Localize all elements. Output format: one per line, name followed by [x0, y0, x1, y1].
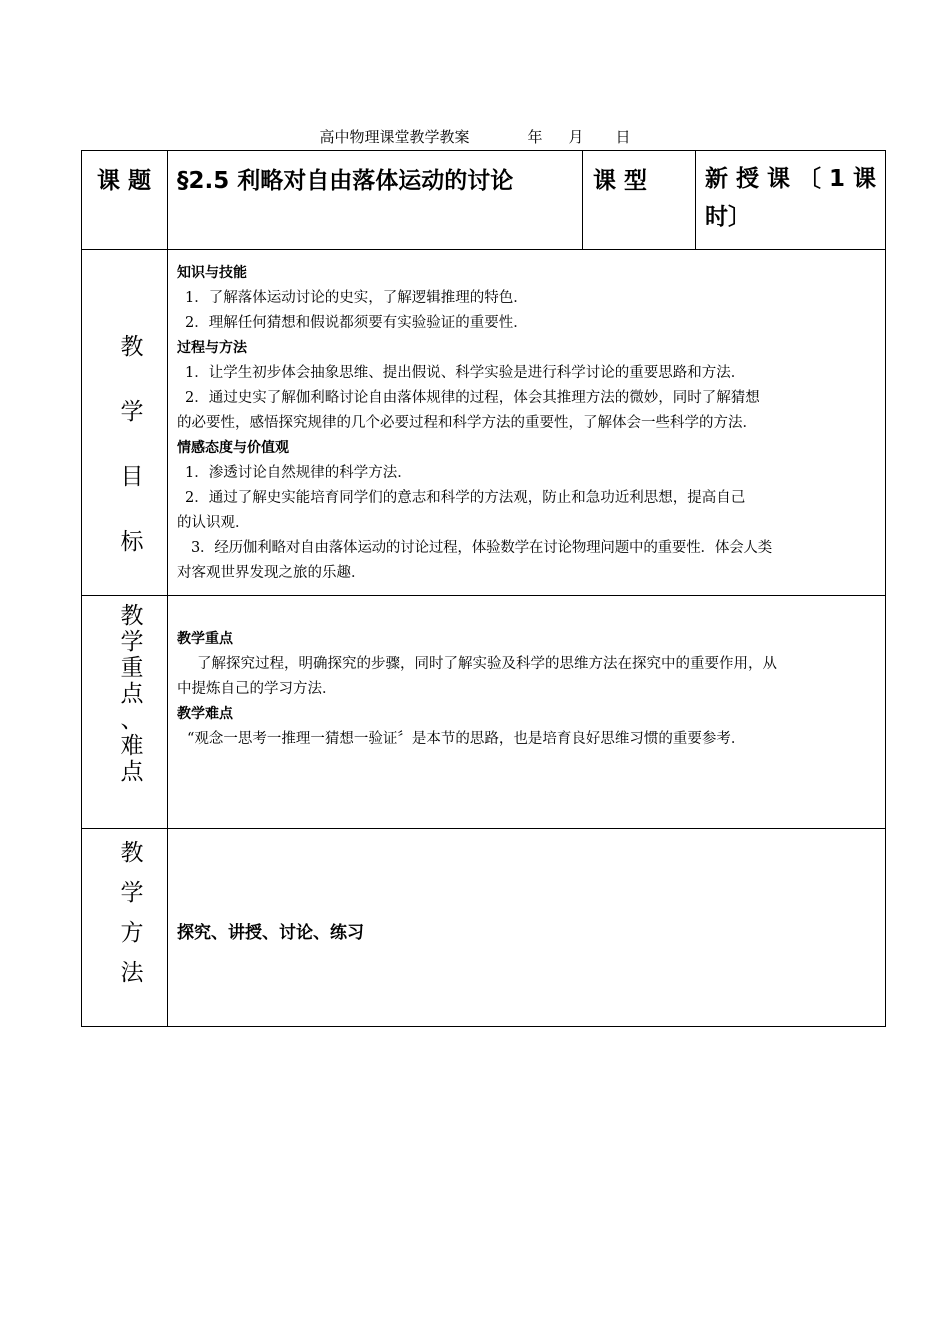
keypoints-label	[81, 603, 183, 785]
keypoints-label-char: 点	[120, 759, 144, 785]
keypoints-label-char: 重	[120, 655, 144, 681]
row-divider	[81, 595, 886, 596]
difficulty-heading: 教学难点	[177, 706, 233, 722]
keypoints-label-char: 学	[120, 629, 144, 655]
row-divider	[81, 828, 886, 829]
column-divider	[582, 150, 583, 249]
methods-label	[81, 833, 183, 993]
emotion-item: 3．经历伽利略对自由落体运动的讨论过程，体验数学在讨论物理问题中的重要性．体会人类	[191, 540, 773, 556]
header-day: 日	[615, 128, 631, 146]
keypoints-label-char: 难	[120, 733, 144, 759]
process-heading: 过程与方法	[177, 340, 247, 356]
key-text: 了解探究过程，明确探究的步骤，同时了解实验及科学的思维方法在探究中的重要作用，从	[197, 656, 777, 672]
emotion-item: 1．渗透讨论自然规律的科学方法．	[185, 465, 412, 481]
objectives-label	[81, 315, 183, 575]
methods-label-char: 教	[120, 840, 144, 866]
methods-label-char: 方	[120, 920, 144, 946]
key-text-cont: 中提炼自己的学习方法．	[177, 681, 337, 697]
emotion-item-cont: 对客观世界发现之旅的乐趣．	[177, 565, 366, 581]
process-item-cont: 的必要性，感悟探究规律的几个必要过程和科学方法的重要性，了解体会一些科学的方法．	[177, 415, 757, 431]
emotion-heading: 情感态度与价值观	[177, 440, 289, 456]
emotion-item: 2．通过了解史实能培育同学们的意志和科学的方法观，防止和急功近利思想，提高自己	[185, 490, 746, 506]
process-item: 2．通过史实了解伽利略讨论自由落体规律的过程，体会其推理方法的微妙，同时了解猜想	[185, 390, 760, 406]
methods-label-char: 学	[120, 880, 144, 906]
methods-text: 探究、讲授、讨论、练习	[177, 923, 364, 943]
type-value-line2: 时〕	[705, 204, 751, 230]
header-month: 月	[568, 128, 584, 146]
header-title: 高中物理课堂教学教案	[319, 128, 470, 146]
topic-value: §2.5 利略对自由落体运动的讨论	[177, 168, 514, 194]
keypoints-label-char: 点	[120, 681, 144, 707]
process-item: 1．让学生初步体会抽象思维、提出假说、科学实验是进行科学讨论的重要思路和方法．	[185, 365, 746, 381]
knowledge-item: 1．了解落体运动讨论的史实，了解逻辑推理的特色．	[185, 290, 528, 306]
objectives-label-char: 教	[120, 334, 144, 360]
type-label: 课 型	[593, 168, 648, 194]
column-divider	[695, 150, 696, 249]
type-value-line1: 新 授 课 〔 1 课	[705, 166, 877, 192]
objectives-label-char: 目	[120, 464, 144, 490]
emotion-item-cont: 的认识观．	[177, 515, 250, 531]
keypoints-content	[177, 627, 882, 752]
topic-label: 课 题	[96, 168, 151, 194]
page-header	[0, 128, 950, 146]
objectives-label-char: 标	[120, 529, 144, 555]
knowledge-item: 2．理解任何猜想和假说都须要有实验验证的重要性．	[185, 315, 528, 331]
row-divider	[81, 249, 886, 250]
keypoints-label-char: 教	[120, 603, 144, 629]
type-value	[705, 160, 877, 236]
key-heading: 教学重点	[177, 631, 233, 647]
objectives-content	[177, 261, 877, 586]
methods-label-char: 法	[120, 960, 144, 986]
keypoints-label-char: 、	[120, 707, 144, 733]
header-year: 年	[527, 128, 543, 146]
knowledge-heading: 知识与技能	[177, 265, 247, 281]
difficulty-text: “观念一思考一推理一猜想一验证〞是本节的思路，也是培育良好思维习惯的重要参考．	[187, 731, 746, 747]
objectives-label-char: 学	[120, 399, 144, 425]
